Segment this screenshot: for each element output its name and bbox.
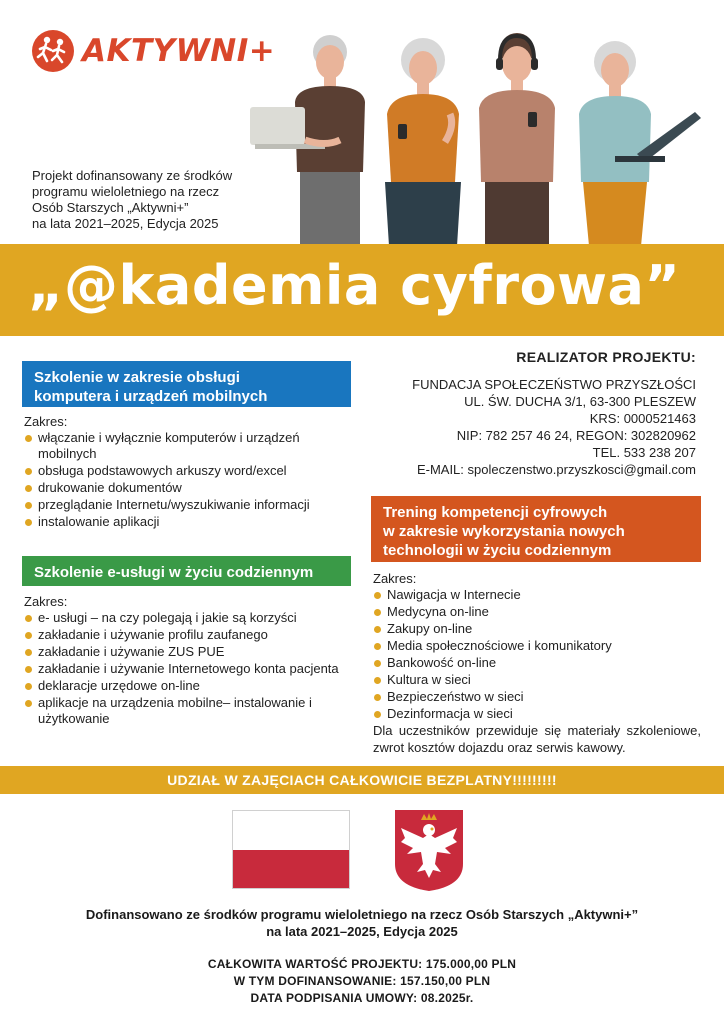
bullet-icon — [374, 660, 381, 667]
funding-line: na lata 2021–2025, Edycja 2025 — [266, 924, 458, 939]
flag-white-stripe — [233, 811, 349, 850]
organizer-line: NIP: 782 257 46 24, REGON: 302820962 — [456, 428, 696, 443]
list-item: instalowanie aplikacji — [24, 514, 352, 530]
bullet-icon — [25, 435, 32, 442]
training-digital-skills-scope — [373, 571, 701, 723]
list-item: Dezinformacja w sieci — [373, 706, 701, 722]
agreement-date: DATA PODPISANIA UMOWY: 08.2025r. — [250, 991, 474, 1005]
bullet-icon — [25, 485, 32, 492]
list-item: drukowanie dokumentów — [24, 480, 352, 496]
list-item: e- usługi – na czy polegają i jakie są korzyści — [24, 610, 352, 626]
bullet-icon — [25, 468, 32, 475]
training-computer-scope — [24, 414, 352, 531]
senior-with-headphones-illustration — [479, 33, 555, 246]
bullet-icon — [25, 502, 32, 509]
total-value: CAŁKOWITA WARTOŚĆ PROJEKTU: 175.000,00 PLN — [207, 957, 517, 971]
bullet-icon — [25, 615, 32, 622]
training-digital-skills-heading — [371, 496, 701, 562]
list-item: włączanie i wyłącznie komputerów i urządzeń mobilnych — [24, 430, 352, 462]
heading-line: komputera i urządzeń mobilnych — [34, 388, 268, 405]
funding-statement — [20, 906, 704, 940]
runners-icon — [32, 30, 74, 72]
logo-text: AKTYWNI+ — [82, 33, 276, 69]
heading-line: w zakresie wykorzystania nowych — [383, 523, 625, 540]
bullet-icon — [25, 519, 32, 526]
bullet-icon — [374, 677, 381, 684]
training-eservices-heading: Szkolenie e-usługi w życiu codziennym — [22, 556, 351, 586]
training-eservices-scope — [24, 594, 352, 728]
heading-line: Szkolenie w zakresie obsługi — [34, 369, 240, 386]
scope-label: Zakres: — [373, 571, 417, 586]
intro-line: Osób Starszych „Aktywni+” — [32, 200, 189, 215]
organizer-line: KRS: 0000521463 — [589, 411, 696, 426]
list-item: Nawigacja w Internecie — [373, 587, 701, 603]
list-item: zakładanie i używanie Internetowego konta pacjenta — [24, 661, 352, 677]
free-participation-banner — [0, 766, 724, 794]
list-item: Media społecznościowe i komunikatory — [373, 638, 701, 654]
senior-with-laptop-illustration — [250, 35, 365, 246]
intro-line: programu wieloletniego na rzecz — [32, 184, 220, 199]
organizer-email: E-MAIL: spoleczenstwo.przyszkosci@gmail.com — [416, 462, 696, 477]
organizer-title: REALIZATOR PROJEKTU: — [516, 349, 696, 365]
intro-line: Projekt dofinansowany ze środków — [32, 168, 233, 183]
flag-red-stripe — [233, 850, 349, 889]
list-item: zakładanie i używanie profilu zaufanego — [24, 627, 352, 643]
organizer-line: FUNDACJA SPOŁECZEŃSTWO PRZYSZŁOŚCI — [412, 377, 696, 392]
organizer-line: TEL. 533 238 207 — [592, 445, 696, 460]
co-financing-value: W TYM DOFINANSOWANIE: 157.150,00 PLN — [233, 974, 491, 988]
senior-with-phone-illustration — [385, 38, 461, 246]
list-item: obsługa podstawowych arkuszy word/excel — [24, 463, 352, 479]
page-title: „@kademia cyfrowa” — [28, 254, 681, 317]
bullet-icon — [25, 632, 32, 639]
heading-line: technologii w życiu codziennym — [383, 542, 612, 559]
bullet-icon — [374, 694, 381, 701]
heading-line: Trening kompetencji cyfrowych — [383, 504, 608, 521]
intro-text — [32, 168, 272, 232]
polish-eagle-emblem-icon — [393, 808, 465, 892]
bullet-icon — [25, 700, 32, 707]
title-banner — [0, 244, 724, 336]
bullet-icon — [374, 626, 381, 633]
intro-line: na lata 2021–2025, Edycja 2025 — [32, 216, 219, 231]
list-item: aplikacje na urządzenia mobilne– instalowanie i użytkowanie — [24, 695, 352, 727]
bullet-icon — [25, 666, 32, 673]
participant-benefits-note: Dla uczestników przewiduje się materiały szkoleniowe, zwrot kosztów dojazdu oraz serwis kawowy. — [373, 723, 701, 755]
list-item: Kultura w sieci — [373, 672, 701, 688]
funding-line: Dofinansowano ze środków programu wieloletniego na rzecz Osób Starszych „Aktywni+” — [85, 907, 639, 922]
bullet-icon — [374, 592, 381, 599]
senior-with-tablet-illustration — [579, 41, 701, 246]
list-item: Medycyna on-line — [373, 604, 701, 620]
scope-label: Zakres: — [24, 414, 68, 429]
list-item: zakładanie i używanie ZUS PUE — [24, 644, 352, 660]
list-item: deklaracje urzędowe on-line — [24, 678, 352, 694]
list-item: Bankowość on-line — [373, 655, 701, 671]
bullet-icon — [374, 711, 381, 718]
polish-flag — [232, 810, 350, 889]
bullet-icon — [25, 649, 32, 656]
project-organizer — [366, 349, 696, 478]
aktywni-logo — [32, 30, 275, 72]
bullet-icon — [374, 643, 381, 650]
bullet-icon — [25, 683, 32, 690]
scope-label: Zakres: — [24, 594, 68, 609]
seniors-illustration — [245, 22, 705, 246]
bullet-icon — [374, 609, 381, 616]
organizer-line: UL. ŚW. DUCHA 3/1, 63-300 PLESZEW — [464, 394, 696, 409]
free-participation-text: UDZIAŁ W ZAJĘCIACH CAŁKOWICIE BEZPLATNY!!!!!!!!! — [167, 772, 557, 788]
project-totals — [20, 956, 704, 1007]
list-item: Zakupy on-line — [373, 621, 701, 637]
training-computer-heading — [22, 361, 351, 407]
list-item: przeglądanie Internetu/wyszukiwanie informacji — [24, 497, 352, 513]
list-item: Bezpieczeństwo w sieci — [373, 689, 701, 705]
